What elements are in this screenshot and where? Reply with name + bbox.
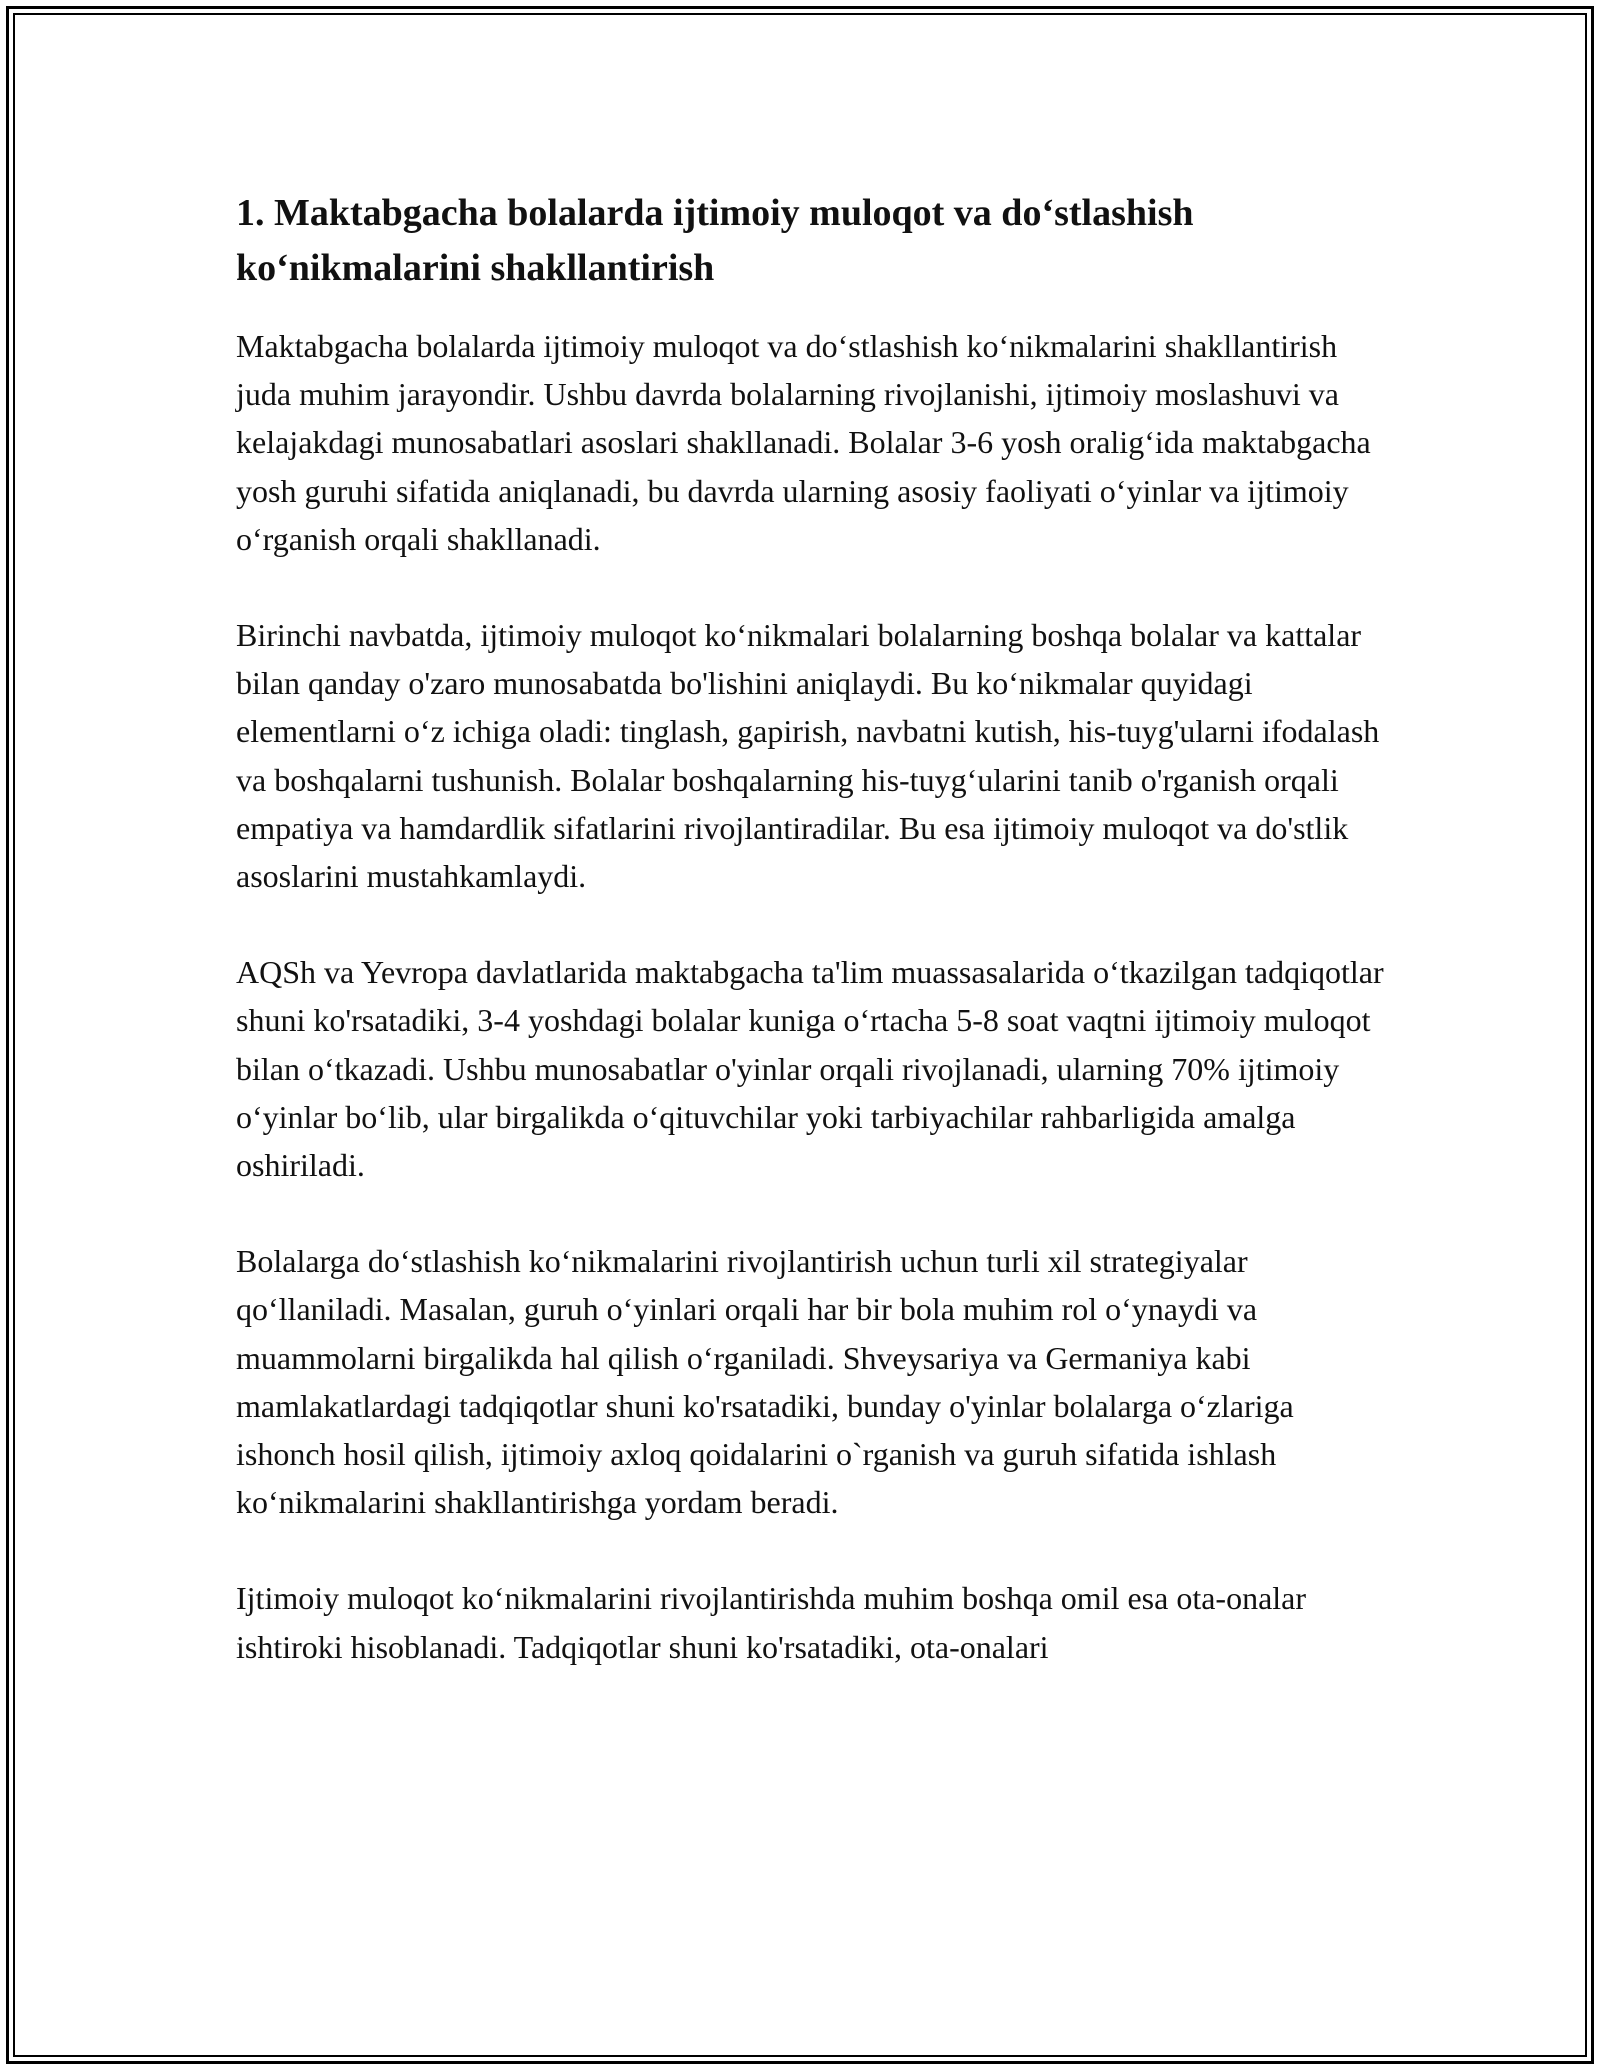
paragraph-2: Birinchi navbatda, ijtimoiy muloqot ko‘nikmalari bolalarning boshqa bolalar va kattalar bilan qanday o'zaro munosabatda bo'lishini aniqlaydi. Bu ko‘nikmalar quyidagi elementlarni o‘z ichiga oladi: tinglash, gapirish, navbatni kutish, his-tuyg'ularni ifodalash va boshqalarni tushunish. Bolalar boshqalarning his-tuyg‘ularini tanib o'rganish orqali empatiya va hamdardlik sifatlarini rivojlantiradilar. Bu esa ijtimoiy muloqot va do'stlik asoslarini mustahkamlaydi. bbox=[236, 617, 1380, 895]
paragraph-4: Bolalarga do‘stlashish ko‘nikmalarini rivojlantirish uchun turli xil strategiyalar qo‘llaniladi. Masalan, guruh o‘yinlari orqali har bir bola muhim rol o‘ynaydi va muammolarni birgalikda hal qilish o‘rganiladi. Shveysariya va Germaniya kabi mamlakatlardagi tadqiqotlar shuni ko'rsatadiki, bunday o'yinlar bolalarga o‘zlariga ishonch hosil qilish, ijtimoiy axloq qoidalarini o`rganish va guruh sifatida ishlash ko‘nikmalarini shakllantirishga yordam beradi. bbox=[236, 1243, 1294, 1521]
paragraph-5: Ijtimoiy muloqot ko‘nikmalarini rivojlantirishda muhim boshqa omil esa ota-onalar ishtiroki hisoblanadi. Tadqiqotlar shuni ko'rsatadiki, ota-onalari bbox=[236, 1580, 1307, 1665]
document-body bbox=[236, 186, 1396, 1719]
paragraph-1: Maktabgacha bolalarda ijtimoiy muloqot va do‘stlashish ko‘nikmalarini shakllantirish juda muhim jarayondir. Ushbu davrda bolalarning rivojlanishi, ijtimoiy moslashuvi va kelajakdagi munosabatlari asoslari shakllanadi. Bolalar 3-6 yosh oralig‘ida maktabgacha yosh guruhi sifatida aniqlanadi, bu davrda ularning asosiy faoliyati o‘yinlar va ijtimoiy o‘rganish orqali shakllanadi. bbox=[236, 328, 1371, 557]
paragraph-3: AQSh va Yevropa davlatlarida maktabgacha ta'lim muassasalarida o‘tkazilgan tadqiqotlar shuni ko'rsatadiki, 3-4 yoshdagi bolalar kuniga o‘rtacha 5-8 soat vaqtni ijtimoiy muloqot bilan o‘tkazadi. Ushbu munosabatlar o'yinlar orqali rivojlanadi, ularning 70% ijtimoiy o‘yinlar bo‘lib, ular birgalikda o‘qituvchilar yoki tarbiyachilar rahbarligida amalga oshiriladi. bbox=[236, 954, 1384, 1184]
section-heading: 1. Maktabgacha bolalarda ijtimoiy muloqot va do‘stlashish ko‘nikmalarini shakllantirish bbox=[236, 192, 1194, 289]
